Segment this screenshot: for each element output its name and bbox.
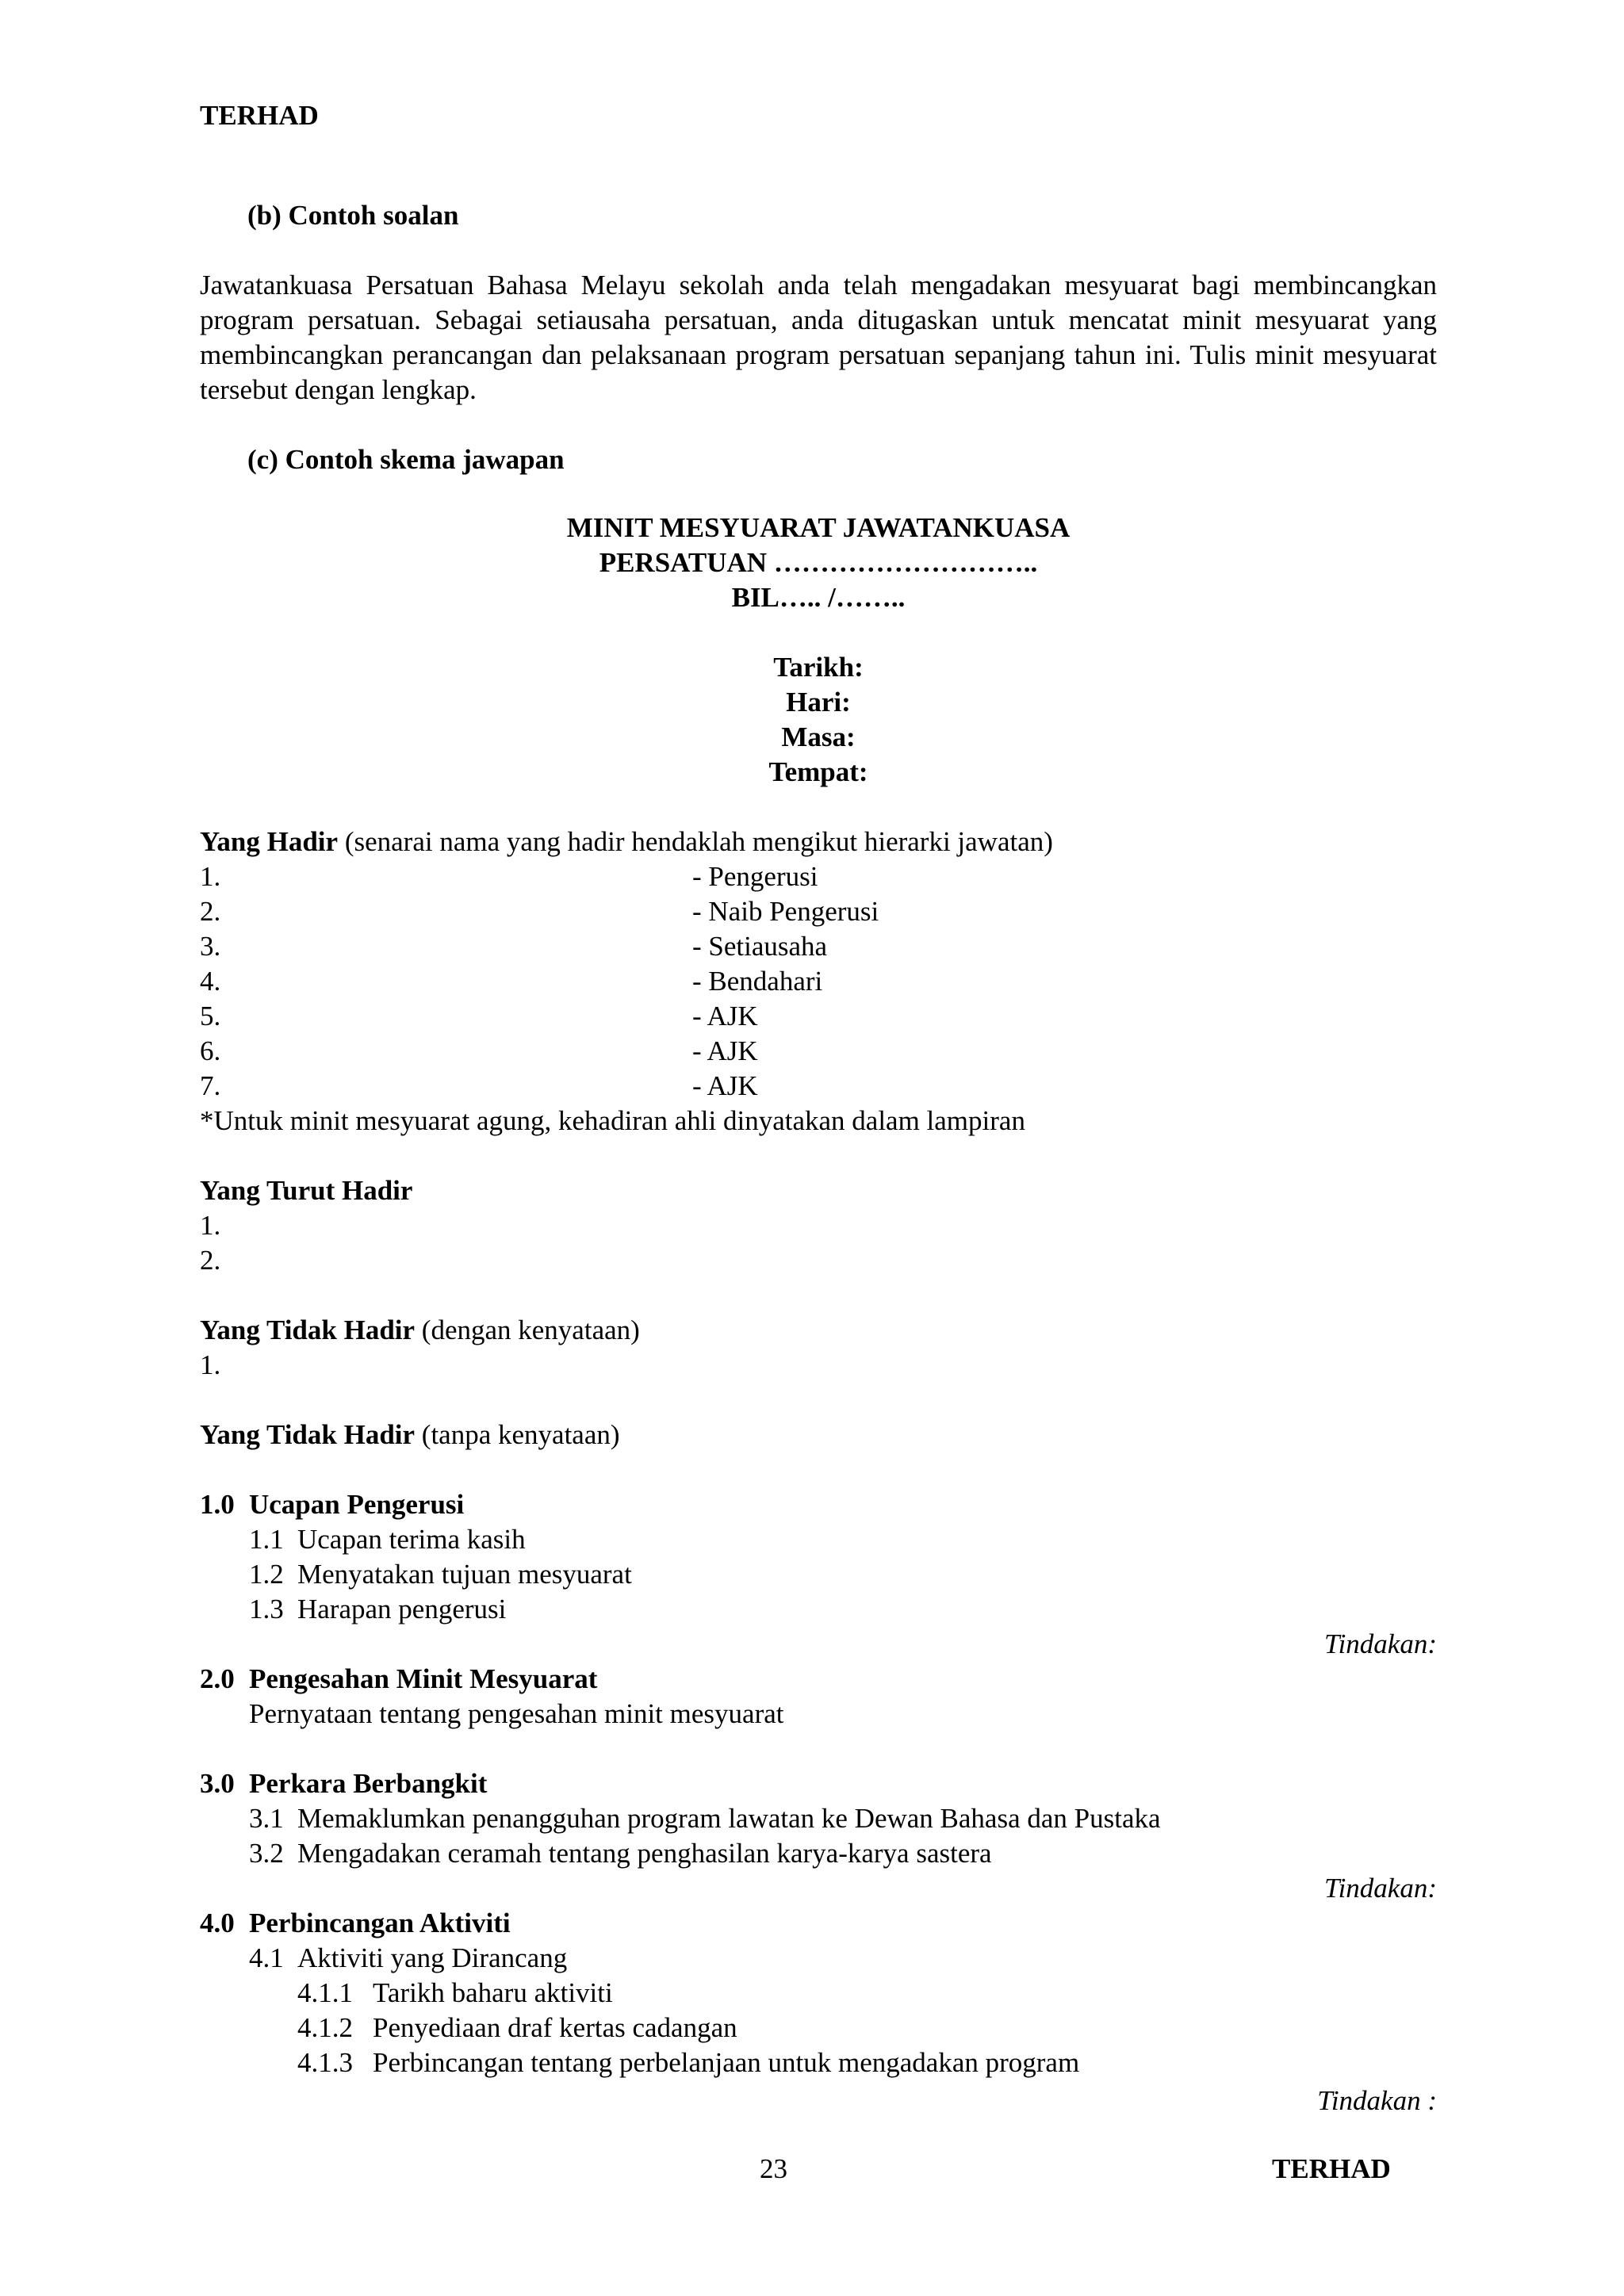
agenda-3-2-text: Mengadakan ceramah tentang penghasilan karya-karya sastera (297, 1838, 992, 1869)
also-present-label: Yang Turut Hadir (200, 1175, 413, 1206)
agenda-2-text: Pernyataan tentang pengesahan minit mesyuarat (249, 1698, 784, 1729)
agenda-1-action: Tindakan: (1324, 1628, 1437, 1659)
agenda-4-1-3-text: Perbincangan tentang perbelanjaan untuk mengadakan program (373, 2047, 1080, 2078)
agenda-4-1-text: Aktiviti yang Dirancang (297, 1942, 568, 1973)
present-role-6: - AJK (692, 1035, 758, 1066)
footer-classification: TERHAD (1272, 2153, 1391, 2184)
present-role-4: - Bendahari (692, 966, 823, 997)
meeting-place-label: Tempat: (768, 756, 868, 787)
present-num-2: 2. (200, 896, 221, 927)
agenda-4-1-2-text: Penyediaan draf kertas cadangan (373, 2012, 737, 2043)
meeting-day-label: Hari: (786, 687, 851, 718)
present-role-5: - AJK (692, 1001, 758, 1031)
minutes-title-line1: MINIT MESYUARAT JAWATANKUASA (566, 512, 1071, 543)
section-b-heading: (b) Contoh soalan (247, 200, 459, 231)
present-footnote: *Untuk minit mesyuarat agung, kehadiran ahli dinyatakan dalam lampiran (200, 1105, 1025, 1136)
agenda-4-1-1-number: 4.1.1 (297, 1977, 353, 2008)
agenda-1-number: 1.0 (200, 1489, 235, 1520)
also-present-num-2: 2. (200, 1245, 221, 1276)
present-num-7: 7. (200, 1070, 221, 1101)
present-num-4: 4. (200, 966, 221, 997)
present-note: (senarai nama yang hadir hendaklah mengikut hierarki jawatan) (338, 826, 1053, 857)
agenda-3-1-number: 3.1 (249, 1803, 284, 1834)
agenda-4-number: 4.0 (200, 1908, 235, 1938)
absent-with-note: (dengan kenyataan) (415, 1314, 640, 1345)
absent-with-heading (200, 1313, 640, 1348)
present-num-6: 6. (200, 1035, 221, 1066)
agenda-3-1-text: Memaklumkan penangguhan program lawatan ke Dewan Bahasa dan Pustaka (297, 1803, 1161, 1834)
agenda-4-1-2-number: 4.1.2 (297, 2012, 353, 2043)
agenda-1-2-number: 1.2 (249, 1559, 284, 1590)
agenda-1-title: Ucapan Pengerusi (249, 1489, 465, 1520)
agenda-4-1-number: 4.1 (249, 1942, 284, 1973)
section-c-heading: (c) Contoh skema jawapan (247, 444, 565, 475)
present-num-1: 1. (200, 861, 221, 892)
present-role-7: - AJK (692, 1070, 758, 1101)
present-role-2: - Naib Pengerusi (692, 896, 879, 927)
agenda-3-2-number: 3.2 (249, 1838, 284, 1869)
present-num-5: 5. (200, 1001, 221, 1031)
agenda-1-1-text: Ucapan terima kasih (297, 1524, 526, 1555)
absent-with-label: Yang Tidak Hadir (200, 1314, 416, 1345)
agenda-1-3-number: 1.3 (249, 1594, 284, 1624)
agenda-3-action: Tindakan: (1324, 1873, 1437, 1904)
page-number: 23 (760, 2153, 787, 2184)
header-classification: TERHAD (200, 100, 319, 131)
agenda-1-2-text: Menyatakan tujuan mesyuarat (297, 1559, 632, 1590)
also-present-num-1: 1. (200, 1210, 221, 1241)
absent-without-note: (tanpa kenyataan) (415, 1419, 620, 1450)
present-num-3: 3. (200, 931, 221, 962)
agenda-4-1-1-text: Tarikh baharu aktiviti (373, 1977, 613, 2008)
agenda-3-title: Perkara Berbangkit (249, 1768, 488, 1799)
absent-with-num-1: 1. (200, 1349, 221, 1380)
agenda-4-1-3-number: 4.1.3 (297, 2047, 353, 2078)
meeting-date-label: Tarikh: (773, 652, 864, 683)
absent-without-heading (200, 1418, 620, 1452)
agenda-4-title: Perbincangan Aktiviti (249, 1908, 511, 1938)
agenda-3-number: 3.0 (200, 1768, 235, 1799)
minutes-title-line2: PERSATUAN ……………………….. (599, 547, 1038, 578)
present-role-1: - Pengerusi (692, 861, 818, 892)
meeting-time-label: Masa: (781, 721, 856, 752)
present-heading (200, 825, 1053, 859)
minutes-title-line3: BIL….. /…….. (731, 582, 906, 613)
agenda-2-title: Pengesahan Minit Mesyuarat (249, 1663, 598, 1694)
present-role-3: - Setiausaha (692, 931, 828, 962)
agenda-4-action: Tindakan : (1317, 2085, 1437, 2116)
agenda-2-number: 2.0 (200, 1663, 235, 1694)
absent-without-label: Yang Tidak Hadir (200, 1419, 416, 1450)
agenda-1-1-number: 1.1 (249, 1524, 284, 1555)
present-label: Yang Hadir (200, 826, 339, 857)
agenda-1-3-text: Harapan pengerusi (297, 1594, 507, 1624)
section-b-paragraph: Jawatankuasa Persatuan Bahasa Melayu sekolah anda telah mengadakan mesyuarat bagi membincangkan program persatuan. Sebagai setiausaha persatuan, anda ditugaskan untuk mencatat minit mesyuarat yang membincangkan perancangan dan pelaksanaan program persatuan sepanjang tahun ini. Tulis minit mesyuarat tersebut dengan lengkap. (200, 270, 1437, 405)
